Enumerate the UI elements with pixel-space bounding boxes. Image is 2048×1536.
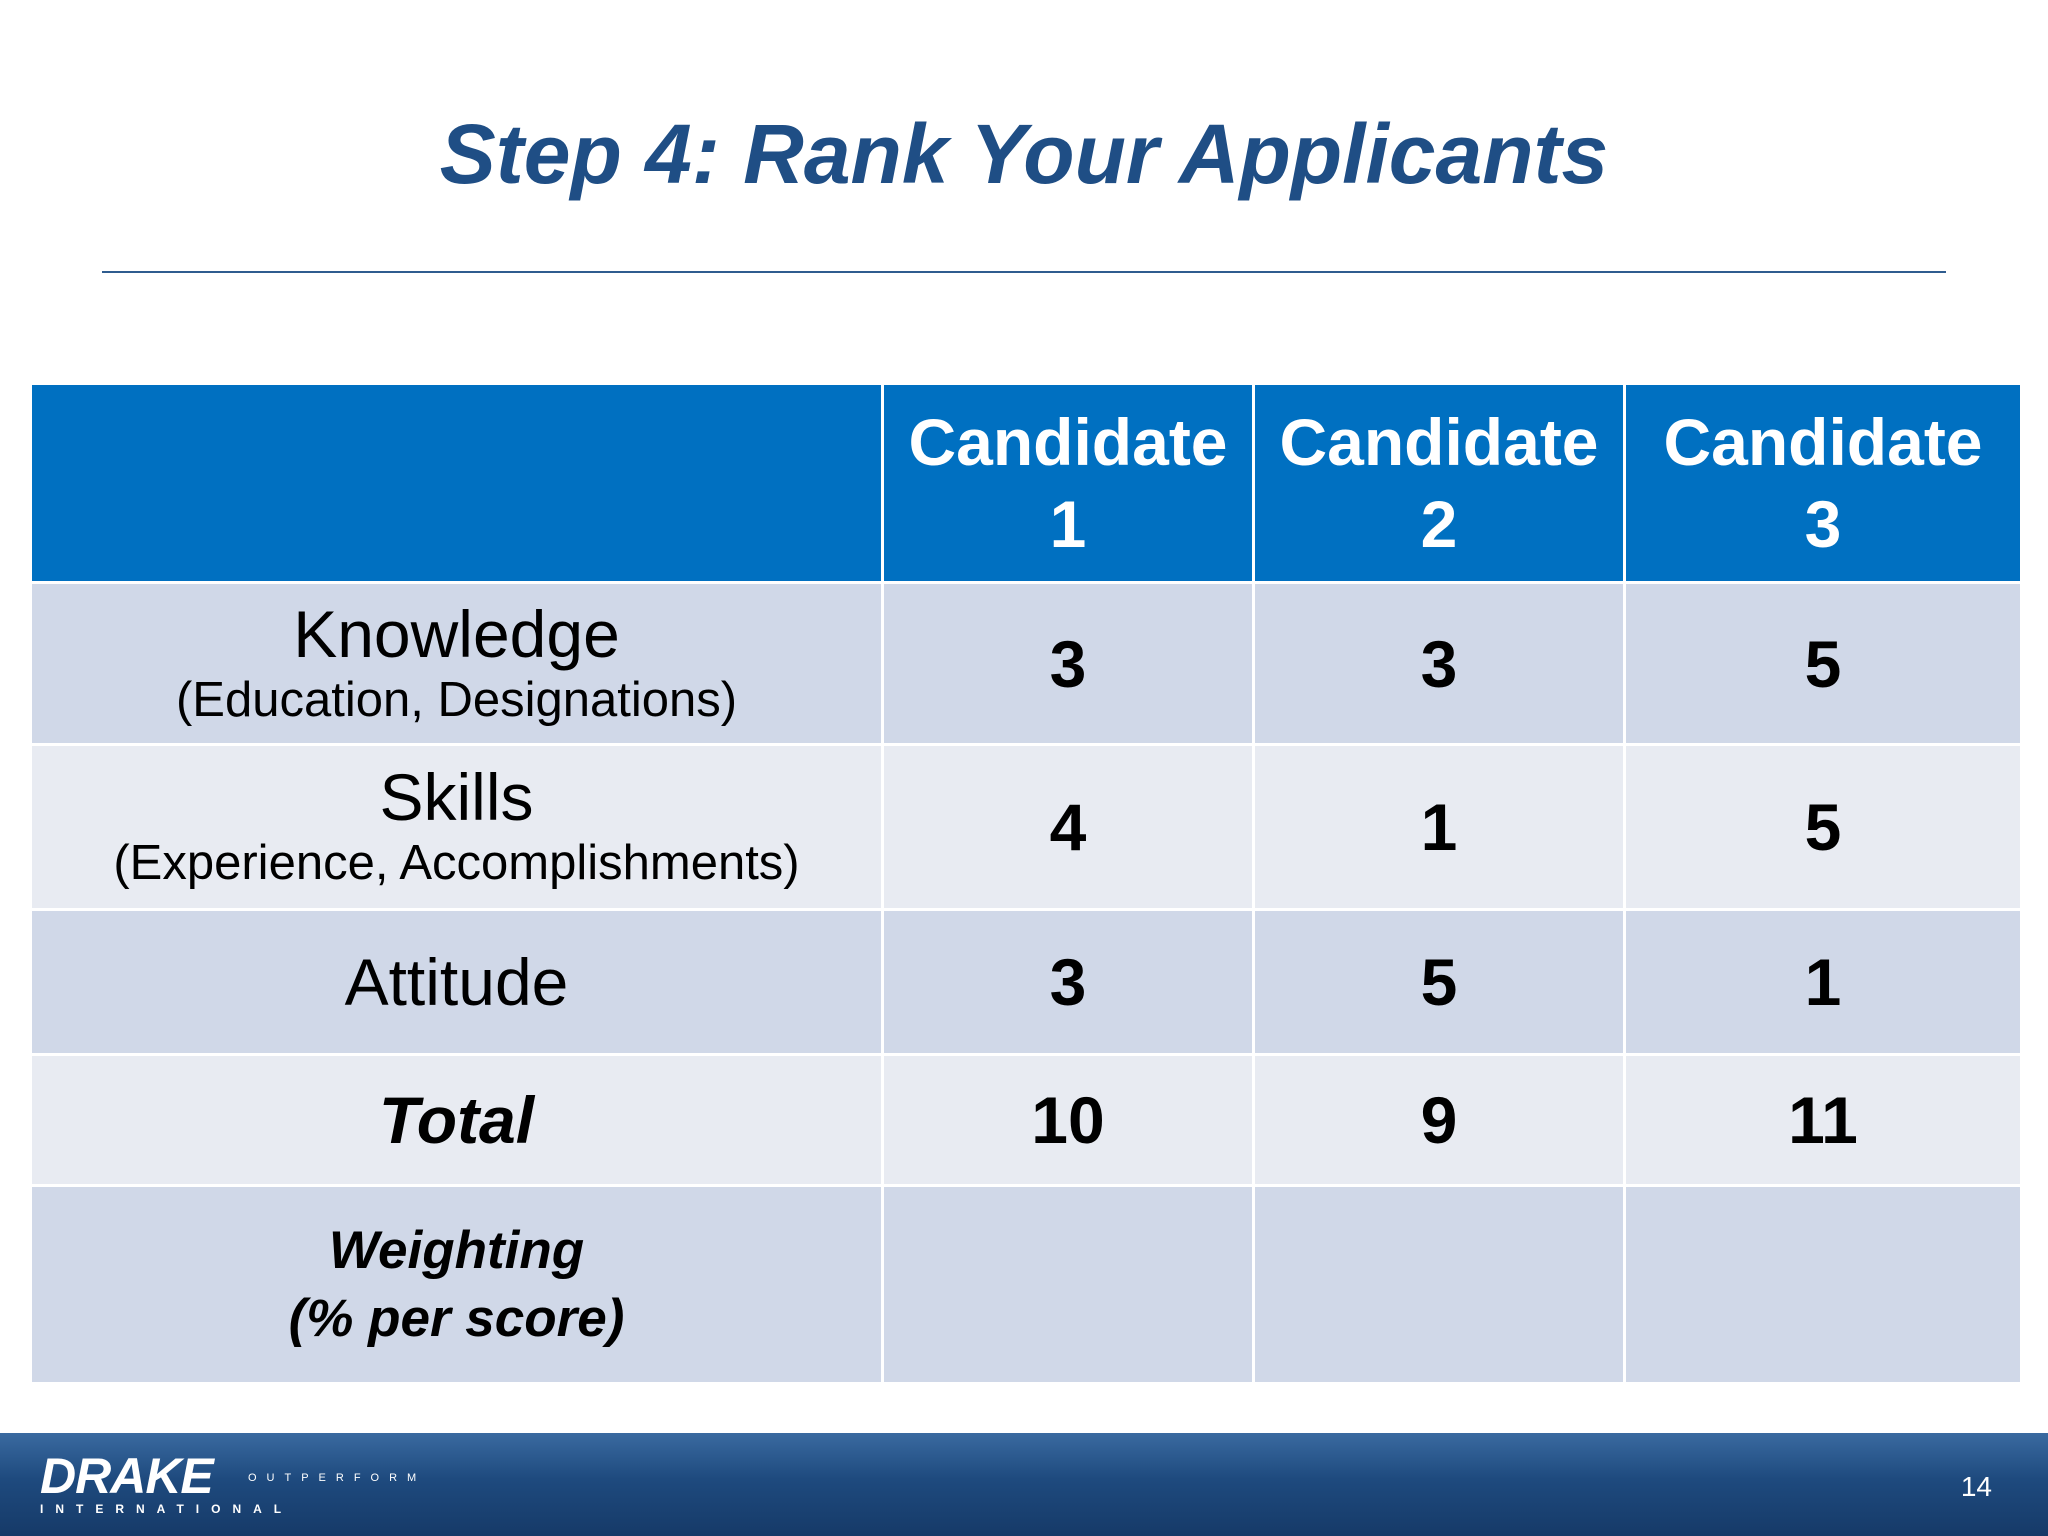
criterion-label: Attitude xyxy=(344,945,569,1019)
score-cell: 4 xyxy=(883,745,1254,910)
weighting-label: Weighting xyxy=(328,1220,585,1280)
criterion-cell xyxy=(31,1186,883,1384)
header-cell-empty xyxy=(31,384,883,583)
drake-logo: DRAKE xyxy=(40,1448,213,1504)
drake-logo-subtitle: INTERNATIONAL xyxy=(40,1502,294,1516)
criterion-label: Knowledge xyxy=(293,596,620,671)
criterion-sublabel: (Education, Designations) xyxy=(175,672,738,727)
criterion-cell xyxy=(31,583,883,745)
score-cell: 5 xyxy=(1254,910,1625,1055)
score-cell: 1 xyxy=(1625,910,2022,1055)
weighting-cell xyxy=(883,1186,1254,1384)
score-cell: 3 xyxy=(883,910,1254,1055)
criterion-cell xyxy=(31,910,883,1055)
score-cell: 3 xyxy=(883,583,1254,745)
score-cell: 3 xyxy=(1254,583,1625,745)
slide-title: Step 4: Rank Your Applicants xyxy=(439,107,1609,201)
table-row-skills xyxy=(31,745,2022,910)
criterion-cell xyxy=(31,745,883,910)
total-cell: 9 xyxy=(1254,1055,1625,1186)
criterion-cell xyxy=(31,1055,883,1186)
table-row-attitude xyxy=(31,910,2022,1055)
criterion-label: Skills xyxy=(379,760,534,834)
footer-bar xyxy=(0,1433,2048,1536)
table-row-total xyxy=(31,1055,2022,1186)
total-label: Total xyxy=(378,1083,535,1157)
page-number: 14 xyxy=(1960,1471,1992,1502)
score-cell: 1 xyxy=(1254,745,1625,910)
total-cell: 11 xyxy=(1625,1055,2022,1186)
header-candidate-2: Candidate 2 xyxy=(1254,384,1625,583)
weighting-cell xyxy=(1625,1186,2022,1384)
criterion-sublabel: (Experience, Accomplishments) xyxy=(113,836,800,890)
weighting-cell xyxy=(1254,1186,1625,1384)
header-row xyxy=(31,384,2022,583)
title-divider xyxy=(102,271,1946,273)
ranking-table xyxy=(29,382,2023,1385)
table-row-weighting xyxy=(31,1186,2022,1384)
logo-tagline: OUTPERFORM xyxy=(248,1472,427,1484)
score-cell: 5 xyxy=(1625,583,2022,745)
score-cell: 5 xyxy=(1625,745,2022,910)
header-candidate-3: Candidate 3 xyxy=(1625,384,2022,583)
weighting-sublabel: (% per score) xyxy=(288,1288,625,1348)
total-cell: 10 xyxy=(883,1055,1254,1186)
table-row-knowledge xyxy=(31,583,2022,745)
header-candidate-1: Candidate 1 xyxy=(883,384,1254,583)
